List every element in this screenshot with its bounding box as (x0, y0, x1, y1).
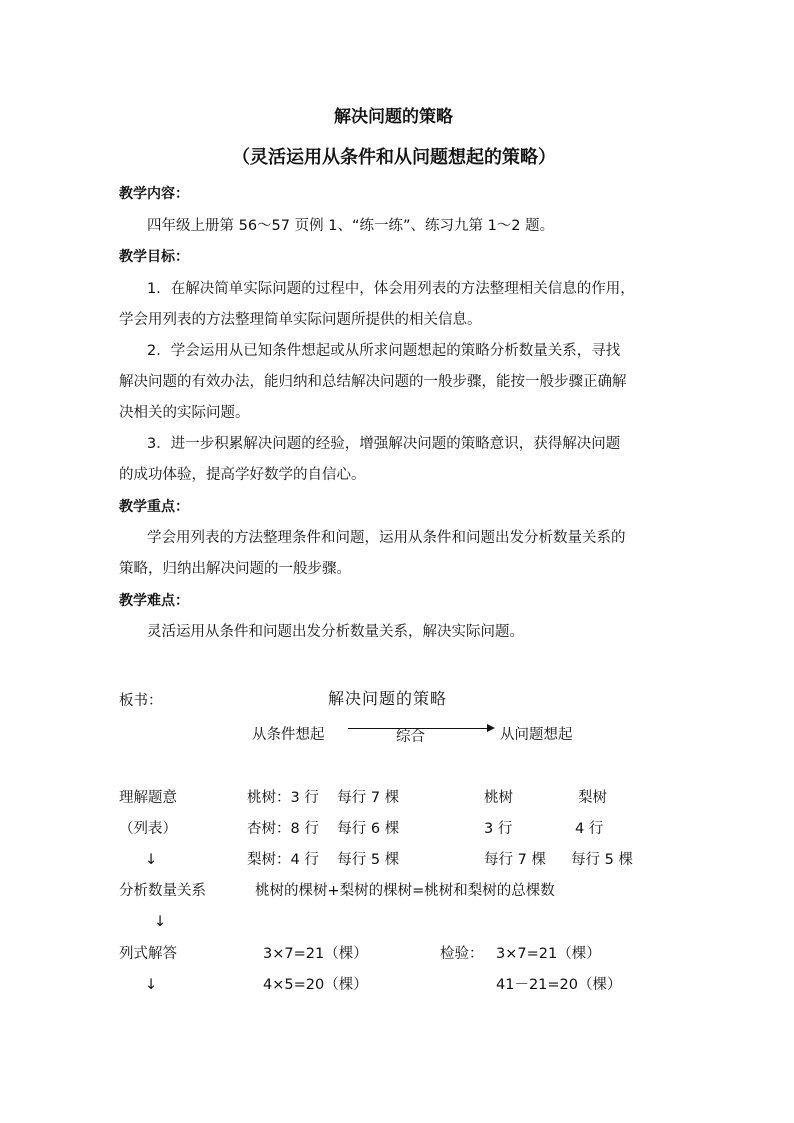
step-understand: 理解题意 (119, 790, 177, 806)
page-title: 解决问题的策略 (334, 107, 453, 127)
from-question: 从问题想起 (500, 727, 573, 743)
board-title: 解决问题的策略 (328, 689, 448, 708)
synthesis-label: 综合 (396, 729, 425, 745)
section-heading-key-points: 教学重点： (119, 499, 189, 515)
fact-apricot: 杏树：8 行 每行 6 棵 (247, 821, 400, 837)
table-cell: 每行 7 棵 (484, 852, 546, 868)
down-arrow-icon: ↓ (154, 914, 167, 930)
fact-peach: 桃树：3 行 每行 7 棵 (247, 790, 400, 806)
quantity-relation: 桃树的棵树+梨树的棵树=桃树和梨树的总棵数 (255, 883, 555, 899)
content-line: 四年级上册第 56～57 页例 1、“练一练”、练习九第 1～2 题。 (147, 218, 555, 234)
goal-line: 3．进一步积累解决问题的经验，增强解决问题的策略意识，获得解决问题 (147, 436, 621, 452)
solution-line: 3×7=21（棵） (263, 946, 368, 962)
goal-line: 学会用列表的方法整理简单实际问题所提供的相关信息。 (119, 312, 482, 328)
from-conditions: 从条件想起 (252, 727, 325, 743)
down-arrow-icon: ↓ (145, 977, 158, 993)
check-label: 检验： (440, 946, 484, 962)
table-cell: 3 行 (484, 821, 513, 837)
goal-line: 2．学会运用从已知条件想起或从所求问题想起的策略分析数量关系，寻找 (147, 343, 621, 359)
step-solve: 列式解答 (119, 946, 177, 962)
key-point-line: 学会用列表的方法整理条件和问题，运用从条件和问题出发分析数量关系的 (147, 530, 626, 546)
step-list-table: （列表） (119, 821, 177, 837)
goal-line: 1．在解决简单实际问题的过程中，体会用列表的方法整理相关信息的作用， (147, 281, 635, 297)
page-subtitle: （灵活运用从条件和从问题想起的策略） (232, 147, 556, 168)
key-point-line: 策略，归纳出解决问题的一般步骤。 (119, 561, 351, 577)
goal-line: 决相关的实际问题。 (119, 405, 250, 421)
goal-line: 的成功体验，提高学好数学的自信心。 (119, 467, 366, 483)
table-cell: 每行 5 棵 (571, 852, 633, 868)
table-header-pear: 梨树 (578, 790, 607, 806)
down-arrow-icon: ↓ (145, 852, 158, 868)
section-heading-goals: 教学目标： (119, 249, 189, 265)
check-line: 3×7=21（棵） (496, 946, 601, 962)
step-analyze: 分析数量关系 (119, 883, 206, 899)
section-heading-content: 教学内容： (119, 186, 189, 202)
solution-line: 4×5=20（棵） (263, 977, 368, 993)
table-header-peach: 桃树 (484, 790, 513, 806)
table-cell: 4 行 (575, 821, 604, 837)
board-label: 板书： (119, 693, 163, 709)
difficulty-line: 灵活运用从条件和问题出发分析数量关系，解决实际问题。 (147, 624, 524, 640)
section-heading-difficulties: 教学难点： (119, 593, 189, 609)
goal-line: 解决问题的有效办法，能归纳和总结解决问题的一般步骤，能按一般步骤正确解 (119, 374, 627, 390)
fact-pear: 梨树：4 行 每行 5 棵 (247, 852, 400, 868)
arrow-right-icon (487, 724, 495, 732)
check-line: 41－21=20（棵） (496, 977, 622, 993)
